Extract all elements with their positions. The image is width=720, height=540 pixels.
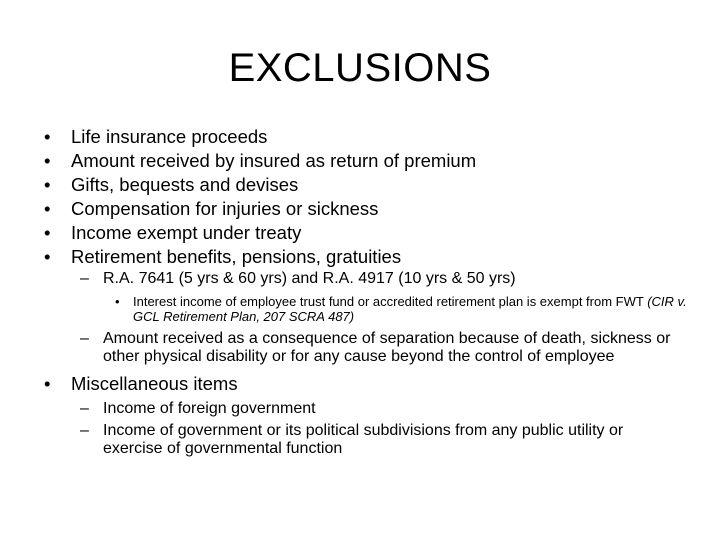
- sub-list-item: [0, 330, 720, 366]
- sub-list-item: [0, 270, 720, 288]
- list-item-text: Life insurance proceeds: [71, 126, 268, 147]
- sub-list-item-text: Income of foreign government: [103, 400, 316, 417]
- sub-list-item-text: Income of government or its political subdivisions from any public utility or exercise of governmental function: [103, 422, 624, 457]
- bullet-marker: •: [44, 373, 51, 394]
- sub-list-item: [0, 400, 720, 418]
- list-item: [0, 149, 720, 173]
- bullet-marker: •: [44, 150, 51, 171]
- list-item-text: Gifts, bequests and devises: [71, 174, 299, 195]
- slide-title: EXCLUSIONS: [228, 46, 492, 90]
- bullet-marker: •: [44, 126, 51, 147]
- list-item: [0, 372, 720, 396]
- case-citation: (CIR v. GCL Retirement Plan, 207 SCRA 487): [133, 294, 687, 324]
- list-item-text: Compensation for injuries or sickness: [71, 198, 379, 219]
- sub-sub-text: Interest income of employee trust fund or accredited retirement plan is exempt from FWT: [133, 294, 644, 309]
- sub-sub-list-item: [0, 294, 720, 324]
- slide-content: [0, 125, 720, 458]
- list-item-text: Retirement benefits, pensions, gratuities: [71, 246, 402, 267]
- sub-sub-list-item-text: [0, 294, 693, 324]
- list-item: [0, 197, 720, 221]
- bullet-marker: •: [44, 198, 51, 219]
- list-item: [0, 245, 720, 269]
- dash-marker: –: [80, 422, 89, 439]
- bullet-marker: •: [44, 222, 51, 243]
- list-item: [0, 221, 720, 245]
- bullet-marker: •: [115, 294, 120, 309]
- bullet-marker: •: [44, 246, 51, 267]
- list-item: [0, 173, 720, 197]
- dash-marker: –: [80, 270, 89, 287]
- dash-marker: –: [80, 400, 89, 417]
- sub-list-item: [0, 422, 720, 458]
- list-item: [0, 125, 720, 149]
- sub-list-item-text: Amount received as a consequence of separation because of death, sickness or other physical disability or for any cause beyond the control of employee: [103, 330, 671, 365]
- bullet-marker: •: [44, 174, 51, 195]
- dash-marker: –: [80, 330, 89, 347]
- list-item-text: Amount received by insured as return of premium: [71, 150, 477, 171]
- list-item-text: Income exempt under treaty: [71, 222, 302, 243]
- list-item-text: Miscellaneous items: [71, 373, 238, 394]
- sub-list-item-text: R.A. 7641 (5 yrs & 60 yrs) and R.A. 4917 (10 yrs & 50 yrs): [103, 270, 516, 287]
